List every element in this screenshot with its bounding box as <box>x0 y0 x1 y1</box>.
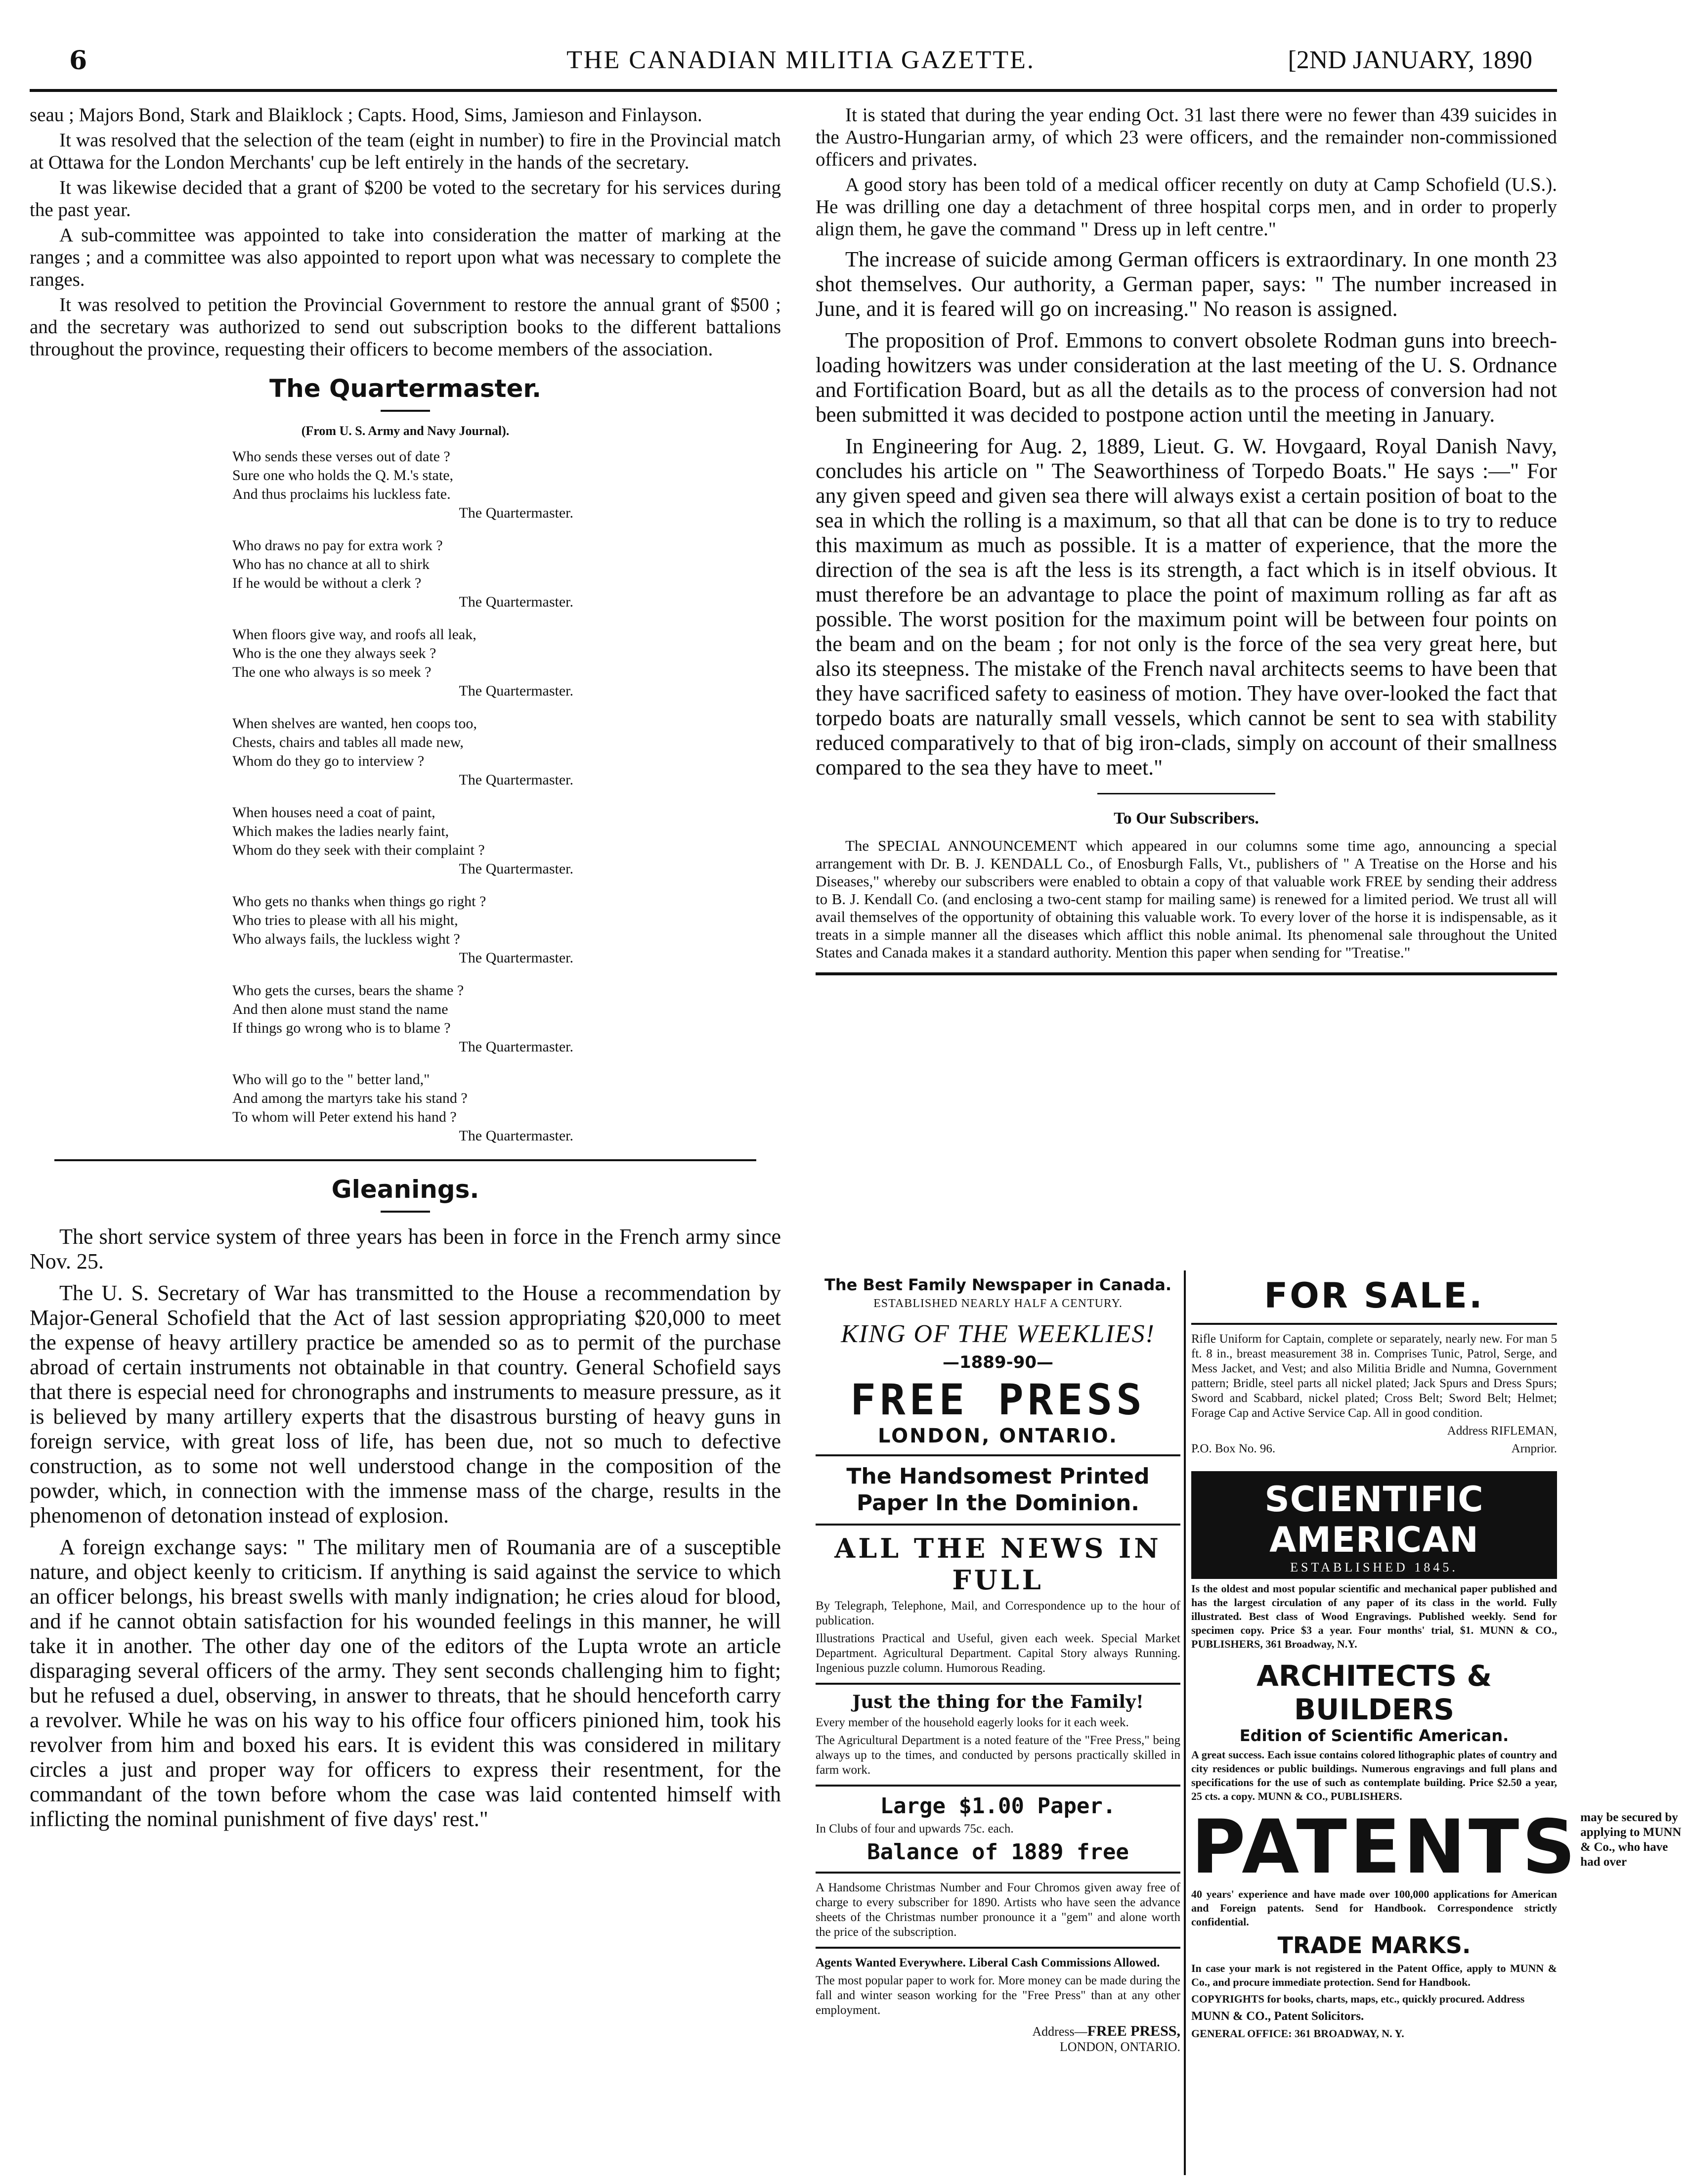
ad-text: A Handsome Christmas Number and Four Chromos given away free of charge to every subscriber for 1890. Artists who have seen the advance sheets of the Christmas number pronounce it a "gem" and alone worth the price of the subscription. <box>816 1881 1180 1939</box>
ad-family: Just the thing for the Family! <box>852 1692 1144 1712</box>
ad-text: By Telegraph, Telephone, Mail, and Correspondence up to the hour of publication. <box>816 1599 1180 1627</box>
ad-slogan: KING OF THE WEEKLIES! <box>841 1320 1155 1348</box>
poem-stanza: Who will go to the " better land," And among the martyrs take his stand ? To whom will Peter extend his hand ? The Quartermaster. <box>232 1071 573 1144</box>
section-rule <box>816 972 1557 975</box>
paragraph: A foreign exchange says: " The military men of Roumania are of a susceptible nature, and object keenly to criticism. If anything is said against the service to which an officer belongs, his breast swells with manly indignation; he cries aloud for blood, and if he cannot obtain satisfaction for his wounded feelings in this manner, he will take it in another. The other day one of the editors of the Lupta wrote an article disparaging several officers of the army. They sent seconds challenging him to fight; but he refused a duel, observing, in answer to threats, that he should henceforth carry a revolver. While he was on his way to his office four officers pinioned him, took his revolver from him and boxed his ears. It is evident this was considered in military circles a just and proper way for officers to express their resentment, for the commandant of the town before whom the case was laid contented himself with inflicting the nominal punishment of five days' rest." <box>30 1535 781 1831</box>
ad-text: The most popular paper to work for. More money can be made during the fall and winter season working for the "Free Press" than at any other employment. <box>816 1974 1180 2017</box>
ad-large-paper: Large $1.00 Paper. <box>880 1793 1116 1819</box>
ad-rule <box>816 1454 1180 1456</box>
ad-text: Illustrations Practical and Useful, given each week. Special Market Department. Agricultural Department. Capital Story always Running. Ingenious puzzle column. Humorous Reading. <box>816 1632 1180 1675</box>
ad-text: The Agricultural Department is a noted feature of the "Free Press," being always up to the times, and conducted by persons practically skilled in farm work. <box>816 1734 1180 1777</box>
paragraph: It was likewise decided that a grant of $200 be voted to the secretary for his services during the past year. <box>30 177 781 220</box>
architects-subtitle: Edition of Scientific American. <box>1239 1726 1509 1745</box>
for-sale-title: FOR SALE. <box>1264 1275 1484 1316</box>
sci-am-name: SCIENTIFIC AMERICAN <box>1264 1479 1484 1560</box>
ad-text: A great success. Each issue contains colored lithographic plates of country and city residences or public buildings. Numerous engravings and full plans and specifications for the use of such as contemplate building. Price $2.50 a year, 25 cts. a copy. MUNN & CO., PUBLISHERS. <box>1191 1748 1557 1802</box>
ad-city: LONDON, ONTARIO. <box>878 1425 1118 1447</box>
ad-years: —1889-90— <box>942 1353 1054 1372</box>
ad-text: In case your mark is not registered in the Patent Office, apply to MUNN & Co., and procure immediate protection. Send for Handbook. <box>1191 1962 1557 1988</box>
paragraph: It is stated that during the year ending Oct. 31 last there were no fewer than 439 suicides in the Austro-Hungarian army, of which 23 were officers, and the remainder non-commissioned officers and privates. <box>816 104 1557 170</box>
poem-title: The Quartermaster. <box>269 374 541 403</box>
ad-text: Rifle Uniform for Captain, complete or separately, nearly new. For man 5 ft. 8 in., breast measurement 38 in. Comprises Tunic, Patrol, Serge, and Mess Jacket, and Vest; and also Militia Bridle and Numna, Government pattern; Bridle, steel parts all nickel plated; Jack Spurs and Dress Spurs; Sword and Scabbard, nickel plated; Cross Belt; Sword Belt; Helmet; Forage Cap and Active Service Cap. All in good condition. <box>1191 1332 1557 1420</box>
ad-rule <box>816 1947 1180 1949</box>
ad-address: Address—FREE PRESS, LONDON, ONTARIO. <box>1032 2023 1180 2054</box>
architects-title: ARCHITECTS & BUILDERS <box>1256 1659 1492 1726</box>
title-rule <box>1097 793 1275 794</box>
ad-all-news: ALL THE NEWS IN FULL <box>834 1532 1162 1596</box>
paragraph: It was resolved to petition the Provincial Government to restore the annual grant of $500 ; and the secretary was authorized to send out subscription books to the different battalions throughout the province, requesting their officers to become members of the association. <box>30 294 781 360</box>
page-header <box>69 45 1532 80</box>
ad-text: Every member of the household eagerly looks for it each week. <box>816 1716 1129 1729</box>
ad-handsomest: The Handsomest Printed Paper In the Dominion. <box>846 1464 1150 1516</box>
paragraph: The increase of suicide among German officers is extraordinary. In one month 23 shot themselves. Our authority, a German paper, says: " The number increased in June, and it is feared will go on increasing." No reason is assigned. <box>816 247 1557 321</box>
paragraph: The proposition of Prof. Emmons to convert obsolete Rodman guns into breech-loading howitzers was under consideration at the last meeting of the U. S. Ordnance and Fortification Board, but as all the details as to the process of conversion had not been submitted it was decided to postpone action until the meeting in January. <box>816 328 1557 427</box>
ad-rule <box>816 1785 1180 1787</box>
ad-text: Address RIFLEMAN, <box>1447 1424 1557 1438</box>
ad-established: ESTABLISHED NEARLY HALF A CENTURY. <box>873 1297 1123 1310</box>
paragraph: It was resolved that the selection of the team (eight in number) to fire in the Provincial match at Ottawa for the London Merchants' cup be left entirely in the hands of the secretary. <box>30 130 781 173</box>
poem-stanza: Who sends these verses out of date ? Sure one who holds the Q. M.'s state, And thus proclaims his luckless fate. The Quartermaster. <box>232 448 573 521</box>
masthead-title: THE CANADIAN MILITIA GAZETTE. <box>566 46 1035 74</box>
paragraph: seau ; Majors Bond, Stark and Blaiklock ; Capts. Hood, Sims, Jamieson and Finlayson. <box>30 104 702 126</box>
poem-stanza: Who gets the curses, bears the shame ? And then alone must stand the name If things go wrong who is to blame ? The Quartermaster. <box>232 982 573 1055</box>
header-rule <box>30 89 1557 92</box>
ad-divider <box>1184 1270 1186 2175</box>
right-ads <box>1191 1275 1682 2044</box>
paragraph: The short service system of three years has been in force in the French army since Nov. 25. <box>30 1224 781 1273</box>
left-column <box>30 104 781 1838</box>
trade-marks-title: TRADE MARKS. <box>1277 1932 1471 1959</box>
ad-office: GENERAL OFFICE: 361 BROADWAY, N. Y. <box>1191 2027 1404 2040</box>
ad-rule <box>816 1524 1180 1526</box>
title-rule <box>381 410 430 412</box>
poem-stanza: When floors give way, and roofs all leak, Who is the one they always seek ? The one who always is so meek ? The Quartermaster. <box>232 626 573 699</box>
ad-text: COPYRIGHTS for books, charts, maps, etc., quickly procured. Address <box>1191 1993 1525 2005</box>
ad-rule <box>816 1683 1180 1685</box>
ad-agents: Agents Wanted Everywhere. Liberal Cash Commissions Allowed. <box>816 1956 1160 1969</box>
ad-headline: The Best Family Newspaper in Canada. <box>824 1275 1171 1294</box>
ad-solicitors: MUNN & CO., Patent Solicitors. <box>1191 2009 1364 2023</box>
patents-block <box>1191 1804 1682 1890</box>
paragraph: A sub-committee was appointed to take into consideration the matter of marking at the ranges ; and a committee was also appointed to report upon what was necessary to complete the ranges. <box>30 224 781 290</box>
ad-text: 40 years' experience and have made over 100,000 applications for American and Foreign patents. Send for Handbook. Correspondence strictly confidential. <box>1191 1888 1557 1928</box>
ad-paper-name: FREE PRESS <box>850 1375 1146 1425</box>
ad-rule <box>816 1872 1180 1874</box>
poem-source: (From U. S. Army and Navy Journal). <box>301 424 510 438</box>
ad-rule <box>1191 1323 1557 1325</box>
paragraph: In Engineering for Aug. 2, 1889, Lieut. G. W. Hovgaard, Royal Danish Navy, concludes his article on " The Seaworthiness of Torpedo Boats." He says :—" For any given speed and given sea there will always exist a certain position of boat to the sea in which the rolling is a maximum, so that all that can be done is to try to reduce this maximum as much as possible. It is a matter of experience, that the more the direction of the sea is aft the less is its strength, a fact which is in itself obvious. It must therefore be an advantage to place the point of maximum rolling as far aft as possible. The worst position for the maximum point will be between four points on the beam and on the beam ; for not only is the force of the sea very great here, but also its steepness. The mistake of the French naval architects seems to have been that they have sacrificed safety to easiness of motion. They have over-looked the fact that torpedo boats are naturally small vessels, which cannot be sent to sea with stability reduced comparatively to that of big iron-clads, simply on account of their smallness compared to the sea they have to meet." <box>816 434 1557 780</box>
patents-title: PATENTS <box>1191 1804 1579 1890</box>
poem-stanza: Who gets no thanks when things go right ? Who tries to please with all his might, Who always fails, the luckless wight ? The Quartermaster. <box>232 893 573 966</box>
sci-am-established: ESTABLISHED 1845. <box>1290 1560 1458 1574</box>
scientific-american-banner <box>1191 1471 1557 1579</box>
ad-text: In Clubs of four and upwards 75c. each. <box>816 1822 1014 1835</box>
ad-text: Is the oldest and most popular scientific and mechanical paper published and has the largest circulation of any paper of its class in the world. Fully illustrated. Best class of Wood Engravings. Published weekly. Send for specimen copy. Price $3 a year. Four months' trial, $1. MUNN & CO., PUBLISHERS, 361 Broadway, N.Y. <box>1191 1582 1557 1650</box>
paragraph: A good story has been told of a medical officer recently on duty at Camp Schofield (U.S.). He was drilling one day a detachment of three hospital corps men, and in order to properly align them, he gave the command " Dress up in left centre." <box>816 174 1557 240</box>
free-press-ad <box>816 1275 1180 2054</box>
ad-balance: Balance of 1889 free <box>867 1839 1129 1865</box>
advertisements <box>816 1270 1682 2175</box>
right-column <box>816 104 1557 975</box>
subscribers-title: To Our Subscribers. <box>1114 809 1259 828</box>
paragraph: The U. S. Secretary of War has transmitted to the House a recommendation by Major-General Schofield that the Act of last session appropriating $20,000 to meet the expense of heavy artillery practice be amended so as to permit of the purchase abroad of certain instruments not obtainable in that country. General Schofield says that there is especial need for chronographs and instruments to measure pressure, as it is believed by many artillery experts that the disastrous bursting of heavy guns in foreign service, with great loss of life, has been due, not so much to defective construction, as to some not well understood change in the composition of the powder, which, in connection with the immense mass of the charge, results in the phenomenon of detonation instead of explosion. <box>30 1281 781 1528</box>
ad-text: may be secured by applying to MUNN & Co., who have had over <box>1580 1811 1682 1869</box>
poem-stanza: Who draws no pay for extra work ? Who has no chance at all to shirk If he would be without a clerk ? The Quartermaster. <box>232 537 573 610</box>
subscribers-notice: The SPECIAL ANNOUNCEMENT which appeared in our columns some time ago, announcing a special arrangement with Dr. B. J. KENDALL Co., of Enosburgh Falls, Vt., publishers of " A Treatise on the Horse and his Diseases," whereby our subscribers were enabled to obtain a copy of that valuable work FREE by sending their address to B. J. Kendall Co. (and enclosing a two-cent stamp for mailing same) is renewed for a limited period. We trust all will avail themselves of the opportunity of obtaining this valuable work. To every lover of the horse it is indispensable, as it treats in a simple manner all the diseases which afflict this noble animal. Its phenomenal sale throughout the United States and Canada makes it a standard authority. Mention this paper when sending for "Treatise." <box>816 837 1557 961</box>
ad-po-box: P.O. Box No. 96. Arnprior. <box>1191 1442 1557 1455</box>
gleanings-title: Gleanings. <box>331 1175 479 1204</box>
issue-date: [2ND JANUARY, 1890 <box>1288 46 1532 74</box>
poem-stanza: When houses need a coat of paint, Which makes the ladies nearly faint, Whom do they seek with their complaint ? The Quartermaster. <box>232 804 573 877</box>
poem-stanza: When shelves are wanted, hen coops too, Chests, chairs and tables all made new, Whom do they go to interview ? The Quartermaster. <box>232 715 573 788</box>
section-rule <box>54 1159 756 1161</box>
page-number: 6 <box>69 45 87 76</box>
title-rule <box>381 1211 430 1213</box>
